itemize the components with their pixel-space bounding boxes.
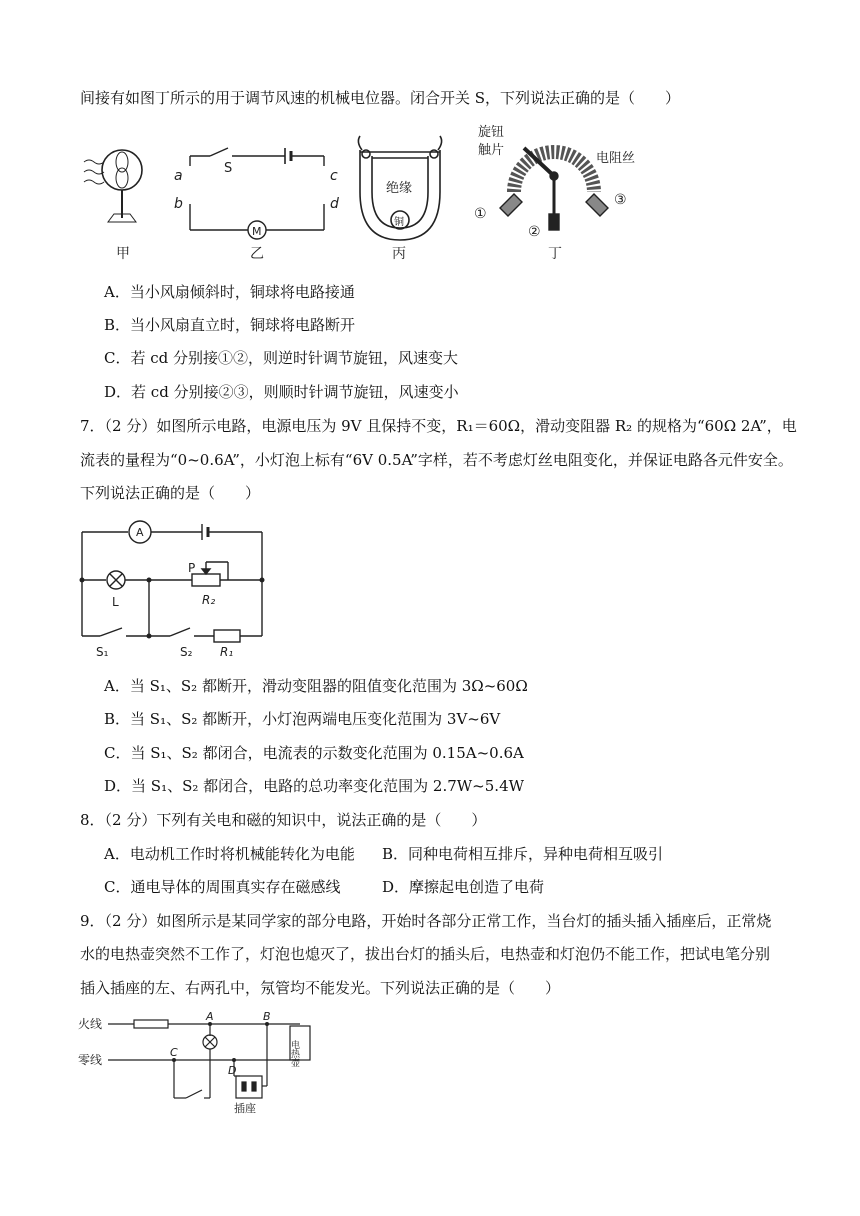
label-bing: 丙 xyxy=(392,246,406,262)
label-R2: R₂ xyxy=(202,593,216,607)
slider-label-P: P xyxy=(188,561,196,575)
point-D: D xyxy=(228,1064,237,1077)
q8-option-b: B．同种电荷相互排斥，异种电荷相互吸引 xyxy=(382,845,664,863)
point-C: C xyxy=(170,1046,178,1059)
label-ding: 丁 xyxy=(548,246,562,262)
ammeter-label: A xyxy=(136,526,144,539)
q6-option-d: D．若 cd 分别接②③，则顺时针调节旋钮，风速变小 xyxy=(104,383,459,401)
q7-option-c: C．当 S₁、S₂ 都闭合，电流表的示数变化范围为 0.15A~0.6A xyxy=(104,744,524,762)
label-yi: 乙 xyxy=(250,246,264,262)
q6-figures xyxy=(70,122,710,270)
q8-option-a: A．电动机工作时将机械能转化为电能 xyxy=(104,845,355,863)
label-wire: 电阻丝 xyxy=(596,151,636,166)
label-contact: 触片 xyxy=(478,143,505,158)
q9-stem-line1: 9．（2 分）如图所示是某同学家的部分电路，开始时各部分正常工作，当台灯的插头插入插座后，正常烧 xyxy=(80,912,772,930)
q9-stem-line3: 插入插座的左、右两孔中，氖管均不能发光。下列说法正确的是（ ） xyxy=(80,979,561,997)
q9-stem-line2: 水的电热壶突然不工作了，灯泡也熄灭了，拔出台灯的插头后，电热壶和灯泡仍不能工作，把试电笔分别 xyxy=(80,945,771,963)
point-A: A xyxy=(206,1010,214,1023)
label-S1: S₁ xyxy=(96,645,109,659)
q7-circuit xyxy=(70,512,280,662)
q6-option-b: B．当小风扇直立时，铜球将电路断开 xyxy=(104,316,356,334)
label-a: a xyxy=(174,168,183,184)
label-jia: 甲 xyxy=(116,246,130,262)
neutral-wire-label: 零线 xyxy=(78,1053,103,1067)
live-wire-label: 火线 xyxy=(78,1017,103,1031)
lamp-label-L: L xyxy=(112,595,119,609)
label-R1: R₁ xyxy=(220,645,234,659)
q8-option-d: D．摩擦起电创造了电荷 xyxy=(382,878,545,896)
q8-stem: 8．（2 分）下列有关电和磁的知识中，说法正确的是（ ） xyxy=(80,811,487,829)
q9-household-circuit xyxy=(74,1008,334,1118)
question-6-stem-tail: 间接有如图丁所示的用于调节风速的机械电位器。闭合开关 S，下列说法正确的是（ ） xyxy=(80,89,681,107)
q6-option-a: A．当小风扇倾斜时，铜球将电路接通 xyxy=(104,283,355,301)
potentiometer-figure-ding xyxy=(500,148,608,230)
label-c: c xyxy=(330,168,338,184)
label-terminal-1: ① xyxy=(474,206,487,222)
kettle-label: 电热壶 xyxy=(289,1040,299,1067)
label-terminal-3: ③ xyxy=(614,192,627,208)
label-insulation: 绝缘 xyxy=(386,181,413,196)
q7-stem-line1: 7．（2 分）如图所示电路，电源电压为 9V 且保持不变，R₁＝60Ω，滑动变阻器 R₂ 的规格为“60Ω 2A”，电 xyxy=(80,417,797,435)
label-terminal-2: ② xyxy=(528,224,541,240)
label-M: M xyxy=(252,225,262,238)
label-S2: S₂ xyxy=(180,645,193,659)
point-B: B xyxy=(263,1010,271,1023)
label-S: S xyxy=(224,161,233,176)
socket-label: 插座 xyxy=(234,1102,256,1115)
q7-option-a: A．当 S₁、S₂ 都断开，滑动变阻器的阻值变化范围为 3Ω~60Ω xyxy=(104,677,528,695)
label-b: b xyxy=(174,196,183,212)
q6-option-c: C．若 cd 分别接①②，则逆时针调节旋钮，风速变大 xyxy=(104,349,459,367)
q7-stem-line2: 流表的量程为“0~0.6A”，小灯泡上标有“6V 0.5A”字样，若不考虑灯丝电阻变化，并保证电路各元件安全。 xyxy=(80,451,793,469)
q7-option-d: D．当 S₁、S₂ 都闭合，电路的总功率变化范围为 2.7W~5.4W xyxy=(104,777,525,795)
label-d: d xyxy=(330,196,339,212)
q7-option-b: B．当 S₁、S₂ 都断开，小灯泡两端电压变化范围为 3V~6V xyxy=(104,710,501,728)
q8-option-c: C．通电导体的周围真实存在磁感线 xyxy=(104,878,341,896)
q7-stem-line3: 下列说法正确的是（ ） xyxy=(80,484,261,502)
label-copper: 铜 xyxy=(394,217,404,228)
label-knob: 旋钮 xyxy=(478,125,505,140)
fan-figure-jia xyxy=(84,150,142,262)
